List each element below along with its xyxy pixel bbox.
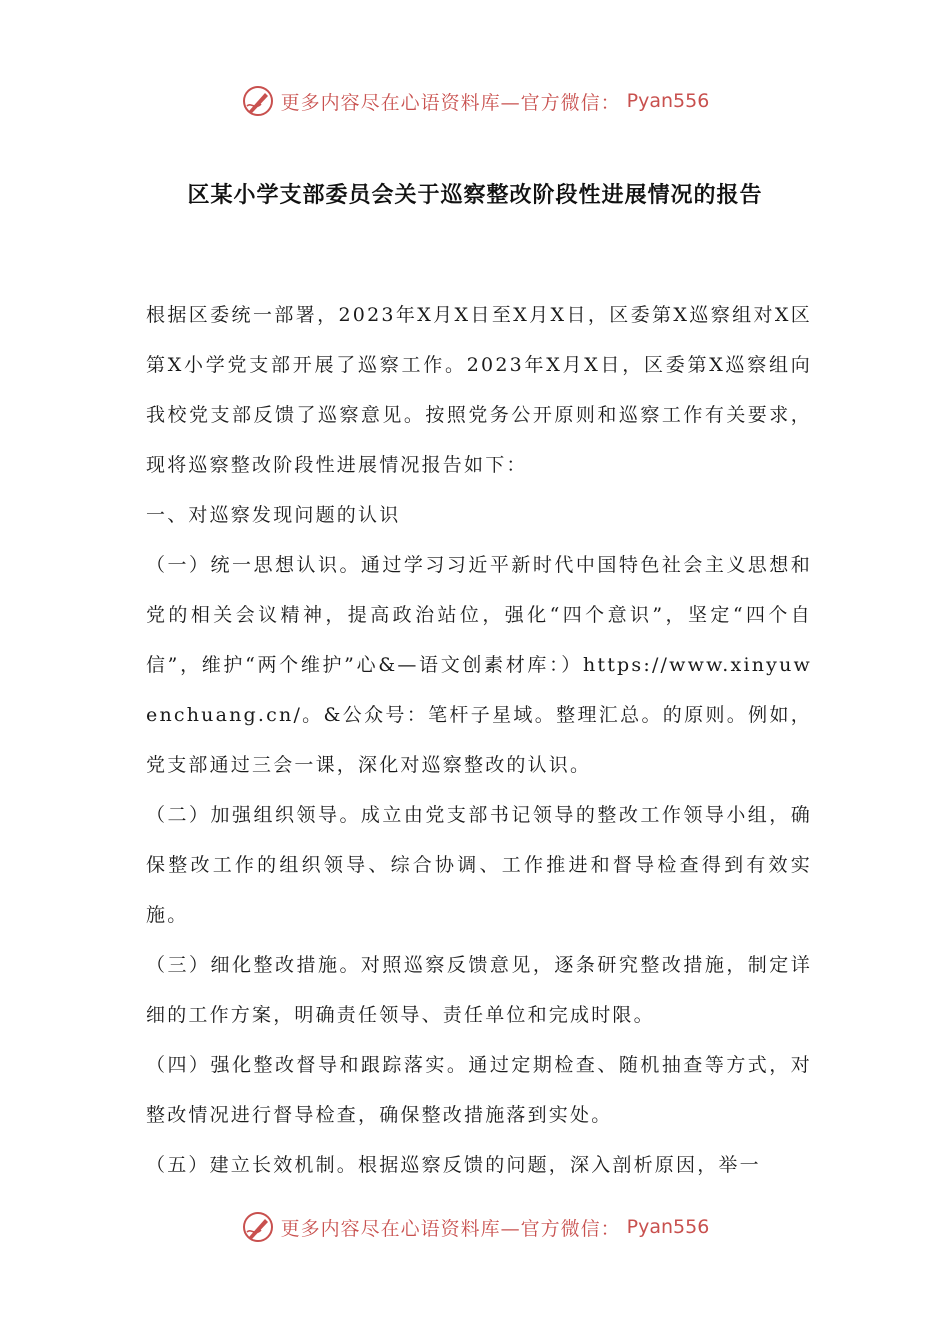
section-heading: 一、对巡察发现问题的认识 bbox=[146, 504, 401, 526]
watermark-wechat-id: Pyan556 bbox=[626, 1216, 710, 1238]
paragraph-item-3: （三）细化整改措施。对照巡察反馈意见，逐条研究整改措施，制定详细的工作方案，明确责任领导、责任单位和完成时限。 bbox=[146, 954, 812, 1026]
paragraph-intro: 根据区委统一部署，2023年X月X日至X月X日，区委第X巡察组对X区第X小学党支部开展了巡察工作。2023年X月X日，区委第X巡察组向我校党支部反馈了巡察意见。按照党务公开原则和巡察工作有关要求，现将巡察整改阶段性进展情况报告如下： bbox=[146, 304, 812, 476]
paragraph-item-5: （五）建立长效机制。根据巡察反馈的问题，深入剖析原因，举一 bbox=[146, 1154, 761, 1176]
pen-logo-icon bbox=[241, 84, 275, 118]
paragraph-item-1: （一）统一思想认识。通过学习习近平新时代中国特色社会主义思想和党的相关会议精神，提高政治站位，强化“四个意识”，坚定“四个自信”，维护“两个维护”心&—语文创素材库：）https://www.xinyuwenchuang.cn/。&公众号：笔杆子星域。整理汇总。的原则。例如，党支部通过三会一课，深化对巡察整改的认识。 bbox=[146, 554, 812, 776]
header-watermark bbox=[0, 84, 950, 118]
document-body bbox=[146, 290, 812, 1190]
document-title: 区某小学支部委员会关于巡察整改阶段性进展情况的报告 bbox=[187, 183, 763, 208]
paragraph-item-2: （二）加强组织领导。成立由党支部书记领导的整改工作领导小组，确保整改工作的组织领导、综合协调、工作推进和督导检查得到有效实施。 bbox=[146, 804, 812, 926]
paragraph-item-4: （四）强化整改督导和跟踪落实。通过定期检查、随机抽查等方式，对整改情况进行督导检查，确保整改措施落到实处。 bbox=[146, 1054, 812, 1126]
watermark-text: 更多内容尽在心语资料库—官方微信： bbox=[280, 1217, 621, 1240]
watermark-text: 更多内容尽在心语资料库—官方微信： bbox=[280, 91, 621, 114]
pen-logo-icon bbox=[241, 1210, 275, 1244]
footer-watermark bbox=[0, 1210, 950, 1244]
watermark-wechat-id: Pyan556 bbox=[626, 90, 710, 112]
